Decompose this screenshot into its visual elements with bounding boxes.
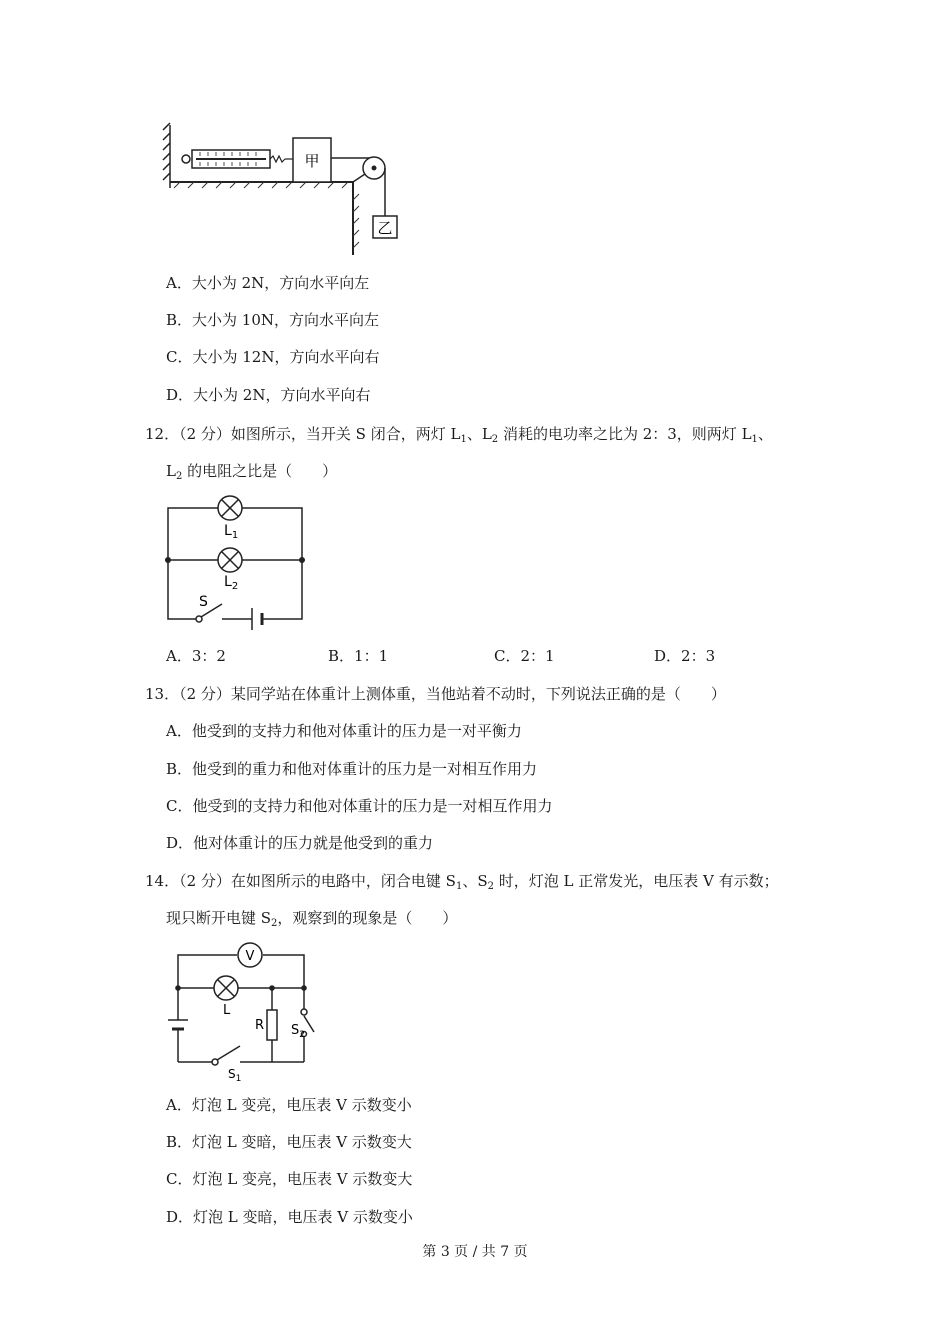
lamp-l (214, 976, 238, 1000)
q12-circuit-figure (160, 488, 320, 633)
top-wire-right (242, 508, 302, 560)
q14-stem-line1: 14．（2 分）在如图所示的电路中，闭合电键 $S_1$、$S_2$ 时，灯泡 L 正常发光，电压表 V 有示数； (145, 872, 779, 892)
pulley-axle (372, 166, 377, 171)
lamp-l2-label: $L_2$ (224, 574, 239, 592)
q14-option-c: C．灯泡 L 变亮，电压表 V 示数变大 (166, 1170, 413, 1188)
bottom-wire-right (262, 560, 302, 619)
q14-option-d: D．灯泡 L 变暗，电压表 V 示数变小 (166, 1208, 413, 1226)
q11-option-d: D．大小为 2N，方向水平向右 (166, 386, 371, 404)
wall-left (163, 123, 170, 188)
voltmeter-wire-right (263, 955, 304, 988)
junction-left (165, 557, 171, 563)
lamp-l2 (218, 548, 242, 572)
q11-option-a: A．大小为 2N，方向水平向左 (166, 274, 370, 292)
lamp-l1 (218, 496, 242, 520)
battery (252, 608, 262, 630)
top-wire (168, 508, 218, 560)
table-surface (170, 182, 353, 255)
q14-option-a: A．灯泡 L 变亮，电压表 V 示数变小 (166, 1096, 412, 1114)
q12-option-d: D．2：3 (654, 647, 716, 665)
page-footer: 第 3 页 / 共 7 页 (422, 1244, 528, 1260)
q11-option-b: B．大小为 10N，方向水平向左 (166, 311, 380, 329)
junction-left (175, 985, 181, 991)
voltmeter-label: V (245, 949, 255, 964)
resistor-r (267, 1010, 277, 1040)
lamp-l1-label: $L_1$ (224, 523, 239, 541)
q14-option-b: B．灯泡 L 变暗，电压表 V 示数变大 (166, 1133, 412, 1151)
q11-option-c: C．大小为 12N，方向水平向右 (166, 348, 380, 366)
resistor-r-label: R (255, 1018, 265, 1033)
q12-option-c: C．2：1 (494, 647, 555, 665)
bottom-wire-left (168, 560, 196, 619)
spring-scale (182, 150, 293, 168)
q14-stem-line2: 现只断开电键 $S_2$，观察到的现象是（ ） (166, 909, 458, 929)
q13-option-c: C．他受到的支持力和他对体重计的压力是一对相互作用力 (166, 797, 553, 815)
switch-s1-label: $S_1$ (228, 1067, 242, 1084)
q12-option-b: B．1：1 (328, 647, 389, 665)
pulley-figure (160, 120, 420, 260)
switch-s-label: S (199, 594, 208, 610)
switch-s2-label: $S_2$ (291, 1023, 305, 1040)
q13-option-a: A．他受到的支持力和他对体重计的压力是一对平衡力 (166, 722, 522, 740)
q13-stem: 13．（2 分）某同学站在体重计上测体重，当他站着不动时，下列说法正确的是（ ） (145, 685, 726, 703)
q13-option-d: D．他对体重计的压力就是他受到的重力 (166, 834, 434, 852)
block-jia-label: 甲 (304, 152, 320, 170)
q13-option-b: B．他受到的重力和他对体重计的压力是一对相互作用力 (166, 760, 538, 778)
switch-s1 (212, 1046, 240, 1065)
battery (168, 1020, 188, 1029)
junction-right (301, 985, 307, 991)
q12-stem-line2: $L_2$ 的电阻之比是（ ） (166, 462, 338, 482)
junction-right (299, 557, 305, 563)
q14-circuit-figure (162, 940, 332, 1085)
q12-option-a: A．3：2 (166, 647, 226, 665)
lamp-l-label: L (223, 1003, 231, 1018)
block-yi-label: 乙 (377, 219, 393, 237)
junction-mid (269, 985, 275, 991)
table-hatch (174, 182, 359, 248)
q12-stem-line1: 12．（2 分）如图所示，当开关 S 闭合，两灯 $L_1$、$L_2$ 消耗的电功率之比为 2：3，则两灯 $L_1$、 (145, 425, 773, 445)
